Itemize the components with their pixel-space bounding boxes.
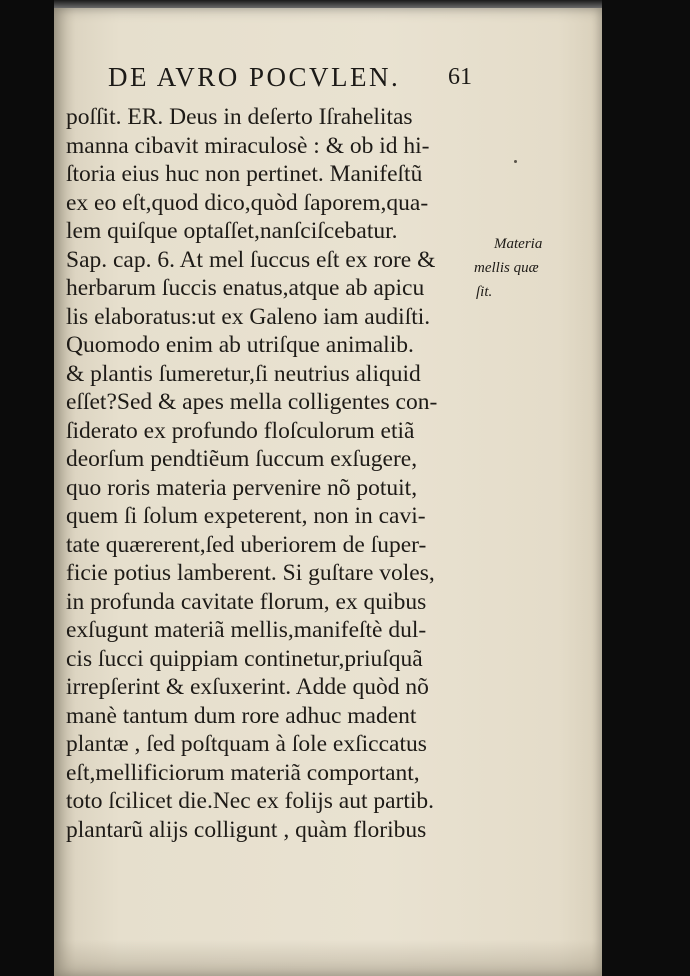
text-line: in profunda cavitate florum, ex quibus bbox=[66, 588, 427, 615]
text-line: manè tantum dum rore adhuc madent bbox=[66, 702, 417, 729]
text-line: tate quærerent,ſed uberiorem de ſuper- bbox=[66, 531, 427, 558]
text-line: & plantis ſumeretur,ſi neutrius aliquid bbox=[66, 360, 421, 387]
text-line: ex eo eſt,quod dico,quòd ſaporem,qua- bbox=[66, 189, 429, 216]
text-line: cis ſucci quippiam continetur,priuſquã bbox=[66, 645, 423, 672]
text-line: lis elaboratus:ut ex Galeno iam audiſti. bbox=[66, 303, 431, 330]
margin-note-line: ſit. bbox=[476, 284, 493, 300]
text-line: Quomodo enim ab utriſque animalib. bbox=[66, 332, 414, 358]
text-line: manna cibavit miraculosè : & ob id hi- bbox=[66, 132, 430, 159]
text-line: ficie potius lamberent. Si guſtare voles, bbox=[66, 560, 435, 586]
text-line: poſſit. ER. Deus in deſerto Iſrahelitas bbox=[66, 104, 413, 130]
scan-border-left bbox=[0, 0, 54, 976]
text-line: toto ſcilicet die.Nec ex folijs aut partib. bbox=[66, 788, 435, 814]
page-number: 61 bbox=[448, 64, 472, 90]
text-line: eſſet?Sed & apes mella colligentes con- bbox=[66, 389, 438, 415]
scan-border-right bbox=[602, 0, 690, 976]
ink-speck bbox=[514, 160, 517, 163]
margin-note-line: mellis quæ bbox=[474, 260, 539, 276]
margin-note-line: Materia bbox=[494, 236, 543, 252]
text-line: Sap. cap. 6. At mel ſuccus eſt ex rore & bbox=[66, 246, 436, 273]
running-head: DE AVRO POCVLEN. bbox=[108, 62, 401, 92]
text-line: eſt,mellificiorum materiã comportant, bbox=[66, 759, 420, 786]
body-text bbox=[66, 103, 486, 844]
page-bottom-shadow bbox=[54, 940, 602, 976]
text-line: quo roris materia pervenire nõ potuit, bbox=[66, 474, 418, 501]
margin-note bbox=[474, 232, 542, 304]
text-line: quem ſi ſolum expeterent, non in cavi- bbox=[66, 503, 426, 529]
text-line: lem quiſque optaſſet,nanſciſcebatur. bbox=[66, 218, 398, 244]
text-line: deorſum pendtiẽum ſuccum exſugere, bbox=[66, 446, 418, 472]
text-line: exſugunt materiã mellis,manifeſtè dul- bbox=[66, 617, 427, 643]
scan-border-top bbox=[54, 0, 602, 8]
text-line: plantarũ alijs colligunt , quàm floribus bbox=[66, 816, 427, 843]
text-line: herbarum ſuccis enatus,atque ab apicu bbox=[66, 275, 425, 301]
text-line: ſiderato ex profundo floſculorum etiã bbox=[66, 417, 415, 444]
text-line: ſtoria eius huc non pertinet. Manifeſtũ bbox=[66, 161, 423, 187]
text-line: irrepſerint & exſuxerint. Adde quòd nõ bbox=[66, 674, 429, 700]
text-line: plantæ , ſed poſtquam à ſole exſiccatus bbox=[66, 731, 427, 757]
